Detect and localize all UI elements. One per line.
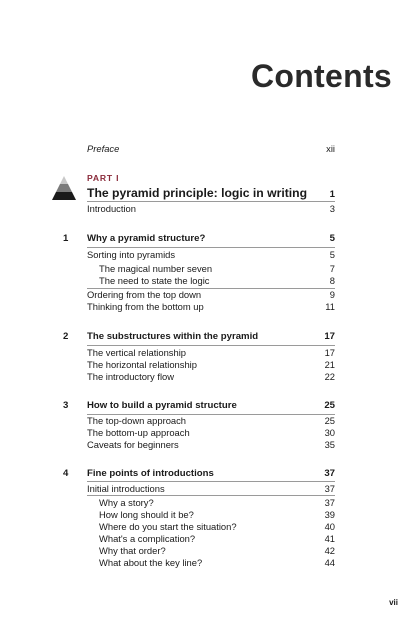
toc-subentry[interactable] [99,497,335,509]
toc-entry[interactable] [87,371,335,383]
toc-entry-label: The top-down approach [87,415,187,426]
toc-entry-label: Preface [87,143,120,154]
toc-entry-label: The vertical relationship [87,347,187,358]
toc-entry-page: 37 [324,497,335,508]
chapter-number: 4 [63,468,69,479]
chapter-page: 37 [324,468,335,479]
toc-entry-page: 7 [329,263,335,274]
toc-entry-page: 9 [329,289,335,300]
chapter-title: The substructures within the pyramid [87,331,259,342]
toc-entry-page: 21 [324,359,335,370]
divider [87,247,335,248]
chapter-page: 25 [324,400,335,411]
toc-entry[interactable] [87,249,335,261]
toc-entry[interactable] [87,301,335,313]
chapter-page: 17 [324,331,335,342]
toc-entry[interactable] [87,289,335,301]
chapter-heading[interactable] [87,331,335,343]
toc-entry-label: Initial introductions [87,483,165,494]
toc-entry[interactable] [87,439,335,451]
toc-entry-page: 22 [324,371,335,382]
toc-subentry[interactable] [99,521,335,533]
chapter-heading[interactable] [87,233,335,245]
chapter-number: 2 [63,331,69,342]
toc-subentry[interactable] [99,557,335,569]
toc-entry[interactable] [87,347,335,359]
toc-entry-label: Where do you start the situation? [99,521,237,532]
part-title-row[interactable] [87,186,335,200]
toc-subentry[interactable] [99,545,335,557]
page-title: Contents [250,58,392,94]
toc-entry-page: 17 [324,347,335,358]
divider [87,481,335,482]
toc-entry-page: 5 [329,249,335,260]
toc-entry-page: 39 [324,509,335,520]
toc-subentry[interactable] [99,275,335,287]
toc-subentry[interactable] [99,263,335,275]
toc-entry-label: Thinking from the bottom up [87,301,204,312]
toc-entry[interactable] [87,359,335,371]
toc-entry-label: How long should it be? [99,509,194,520]
divider [87,345,335,346]
toc-subentry[interactable] [99,533,335,545]
chapter-number: 1 [63,233,69,244]
part-title: The pyramid principle: logic in writing [87,186,308,200]
toc-entry-label: What about the key line? [99,557,203,568]
chapter-title: Why a pyramid structure? [87,233,206,244]
toc-entry-page: 11 [325,301,335,312]
toc-entry-page: 41 [324,533,335,544]
chapter-heading[interactable] [87,468,335,480]
toc-entry-page: 44 [324,557,335,568]
toc-subentry[interactable] [99,509,335,521]
toc-entry-label: Introduction [87,203,136,214]
toc-entry-label: The introductory flow [87,371,175,382]
toc-entry-label: Ordering from the top down [87,289,202,300]
toc-entry-label: The need to state the logic [99,275,210,286]
chapter-heading[interactable] [87,400,335,412]
chapter-title: How to build a pyramid structure [87,400,237,411]
divider [87,495,335,496]
toc-entry-label: What's a complication? [99,533,196,544]
toc-entry-page: 42 [324,545,335,556]
toc-entry-label: The magical number seven [99,263,213,274]
toc-entry-label: The bottom-up approach [87,427,190,438]
page-folio: vii [389,598,398,607]
part-label: PART I [87,173,120,183]
toc-entry-page: 30 [324,427,335,438]
toc-entry-introduction[interactable] [87,203,335,215]
toc-entry-label: Sorting into pyramids [87,249,176,260]
toc-entry-label: Caveats for beginners [87,439,179,450]
toc-entry-page: 40 [324,521,335,532]
toc-entry-page: 25 [324,415,335,426]
toc-entry-label: Why that order? [99,545,166,556]
toc-entry[interactable] [87,483,335,495]
toc-entry-label: The horizontal relationship [87,359,197,370]
toc-entry-label: Why a story? [99,497,154,508]
toc-entry[interactable] [87,415,335,427]
toc-entry-preface[interactable] [87,143,335,155]
divider [87,201,335,202]
toc-entry-page: xii [326,143,335,154]
part-page: 1 [329,189,335,200]
toc-entry-page: 35 [324,439,335,450]
pyramid-icon [52,176,76,200]
chapter-title: Fine points of introductions [87,468,214,479]
toc-entry-page: 8 [329,275,335,286]
chapter-page: 5 [329,233,335,244]
chapter-number: 3 [63,400,69,411]
toc-entry-page: 37 [324,483,335,494]
toc-entry-page: 3 [329,203,335,214]
toc-entry[interactable] [87,427,335,439]
